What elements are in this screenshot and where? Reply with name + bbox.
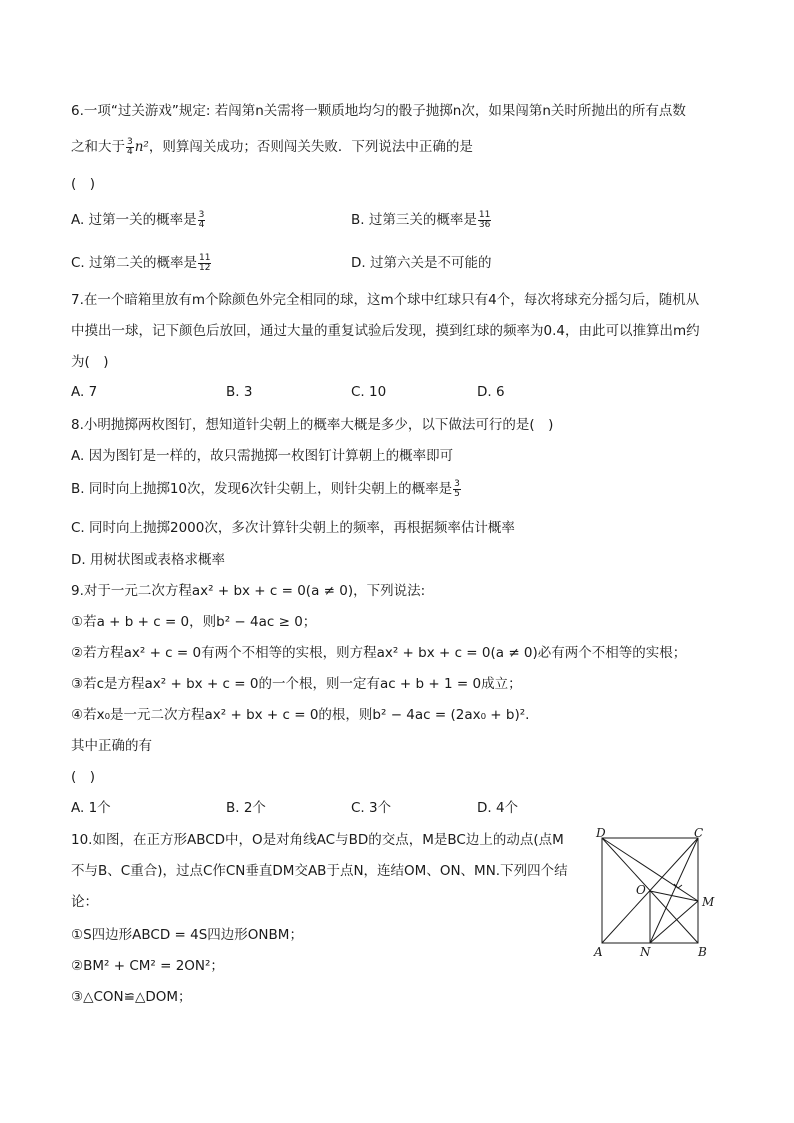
q8-option-c[interactable]: C. 同时向上抛掷2000次，多次计算针尖朝上的频率，再根据频率估计概率: [71, 520, 515, 536]
q9-statement-1: ①若a + b + c = 0，则b² − 4ac ≥ 0；: [71, 614, 317, 630]
q6-line2: 之和大于 $\frac{3}{4}$ n²，则算闯关成功；否则闯关失败．下列说法中正确的是: [71, 136, 473, 157]
q7-option-a[interactable]: A. 7: [71, 384, 98, 400]
q6-answer-paren: ( ): [71, 176, 96, 192]
label-a: A: [594, 945, 603, 959]
q6-option-c[interactable]: C. 过第二关的概率是 $\frac{11}{12}$: [71, 252, 211, 273]
q7-option-d[interactable]: D. 6: [477, 384, 505, 400]
q9-statement-4: ④若x₀是一元二次方程ax² + bx + c = 0的根，则b² − 4ac = (2ax₀ + b)².: [71, 707, 530, 723]
q7-option-b[interactable]: B. 3: [226, 384, 253, 400]
q8-option-b[interactable]: B. 同时向上抛掷10次，发现6次针尖朝上，则针尖朝上的概率是 $\frac{3}{5}$: [71, 478, 460, 499]
q6-option-a[interactable]: A. 过第一关的概率是 $\frac{3}{4}$: [71, 209, 205, 230]
q9-line1: 9.对于一元二次方程ax² + bx + c = 0(a ≠ 0)，下列说法:: [71, 583, 426, 599]
q6-line1: 6.一项“过关游戏”规定: 若闯第n关需将一颗质地均匀的骰子抛掷n次，如果闯第n关时所抛出的所有点数: [71, 103, 686, 119]
q7-line1: 7.在一个暗箱里放有m个除颜色外完全相同的球，这m个球中红球只有4个，每次将球充分摇匀后，随机从: [71, 292, 700, 308]
q10-statement-1: ①S四边形ABCD = 4S四边形ONBM；: [71, 927, 303, 943]
q6-option-d[interactable]: D. 过第六关是不可能的: [351, 255, 492, 271]
q9-statement-2: ②若方程ax² + c = 0有两个不相等的实根，则方程ax² + bx + c = 0(a ≠ 0)必有两个不相等的实根；: [71, 645, 687, 661]
q9-answer-paren: ( ): [71, 769, 96, 785]
q7-line2: 中摸出一球，记下颜色后放回，通过大量的重复试验后发现，摸到红球的频率为0.4，由此可以推算出m约: [71, 323, 700, 339]
q10-line2: 不与B、C重合)，过点C作CN垂直DM交AB于点N，连结OM、ON、MN.下列四个结: [71, 863, 568, 879]
q9-correct-prompt: 其中正确的有: [71, 738, 152, 754]
label-o: O: [636, 883, 646, 897]
q10-statement-2: ②BM² + CM² = 2ON²；: [71, 958, 224, 974]
q9-option-d[interactable]: D. 4个: [477, 800, 519, 816]
label-d: D: [596, 826, 606, 840]
q9-option-c[interactable]: C. 3个: [351, 800, 392, 816]
q9-statement-3: ③若c是方程ax² + bx + c = 0的一个根，则一定有ac + b + 1 = 0成立；: [71, 676, 522, 692]
q8-line1: 8.小明抛掷两枚图钉，想知道针尖朝上的概率大概是多少，以下做法可行的是( ): [71, 417, 554, 433]
segment-cn: [650, 838, 698, 943]
q10-line3: 论：: [71, 894, 98, 910]
segment-mn: [650, 901, 698, 943]
label-b: B: [698, 945, 707, 959]
q9-option-a[interactable]: A. 1个: [71, 800, 111, 816]
q7-line3: 为( ): [71, 354, 109, 370]
label-c: C: [694, 826, 704, 840]
q10-statement-3: ③△CON≌△DOM；: [71, 989, 192, 1005]
q7-option-c[interactable]: C. 10: [351, 384, 387, 400]
label-m: M: [702, 895, 715, 909]
q6-option-b[interactable]: B. 过第三关的概率是 $\frac{11}{36}$: [351, 209, 491, 230]
label-n: N: [640, 945, 651, 959]
q8-option-d[interactable]: D. 用树状图或表格求概率: [71, 552, 225, 568]
square-geometry-figure: [590, 826, 730, 962]
q9-option-b[interactable]: B. 2个: [226, 800, 266, 816]
q6-fraction: $\frac{3}{4}$: [127, 136, 133, 157]
q10-line1: 10.如图，在正方形ABCD中，O是对角线AC与BD的交点，M是BC边上的动点(点M: [71, 832, 564, 848]
q8-option-a[interactable]: A. 因为图钉是一样的，故只需抛掷一枚图钉计算朝上的概率即可: [71, 448, 454, 464]
